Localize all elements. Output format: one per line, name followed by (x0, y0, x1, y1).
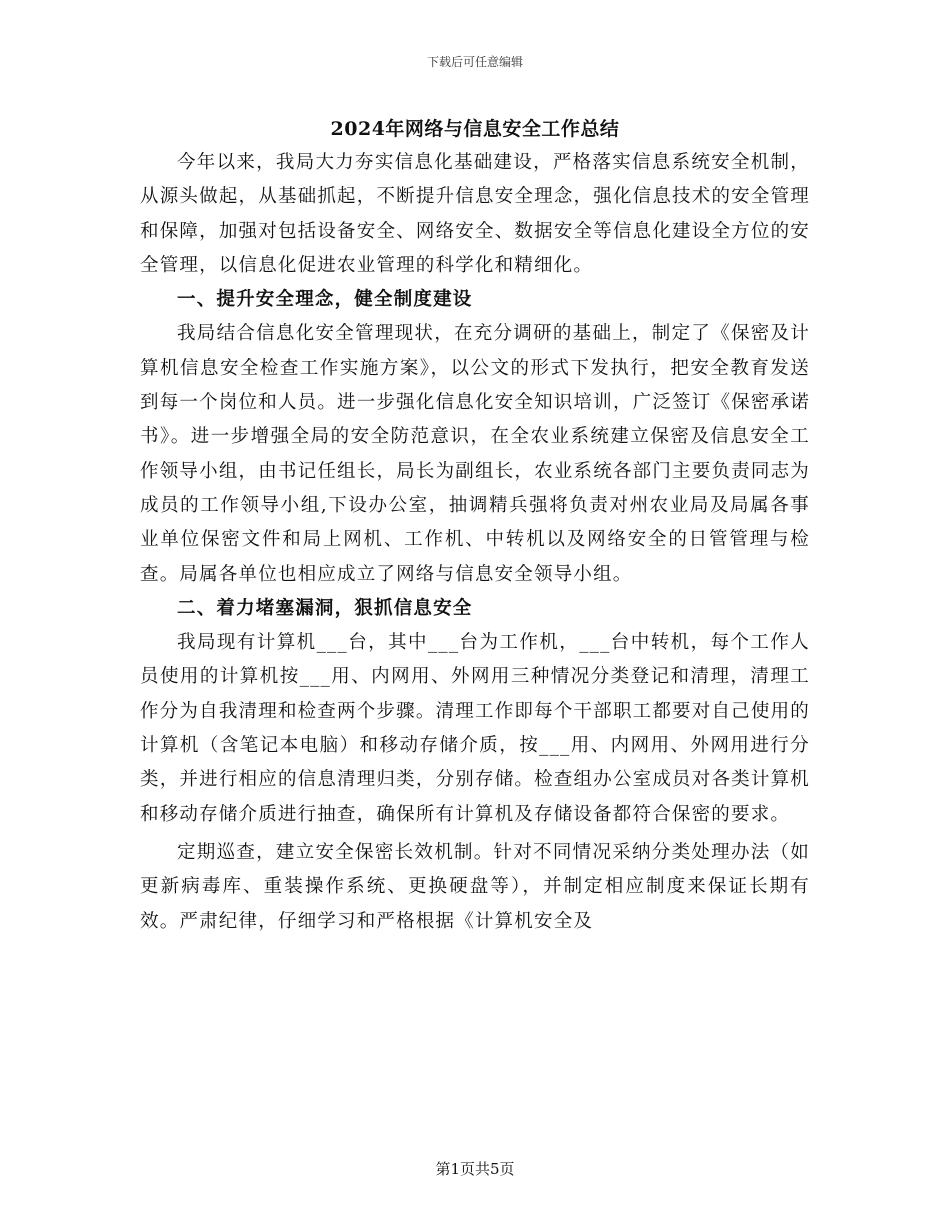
page-number: 第1页共5页 (435, 1160, 515, 1178)
document-title: 2024年网络与信息安全工作总结 (330, 118, 620, 140)
document-body (140, 146, 810, 939)
section-2-paragraph: 我局现有计算机___台，其中___台为工作机，___台中转机，每个工作人员使用的计算机按___用、内网用、外网用三种情况分类登记和清理，清理工作分为自我清理和检查两个步骤。清理工作即每个干部职工都要对自己使用的计算机（含笔记本电脑）和移动存储介质，按___用、内网用、外网用进行分类，并进行相应的信息清理归类，分别存储。检查组办公室成员对各类计算机和移动存储介质进行抽查，确保所有计算机及存储设备都符合保密的要求。 (140, 632, 810, 825)
section-heading-2: 二、着力堵塞漏洞，狠抓信息安全 (177, 597, 473, 619)
section-heading-1: 一、提升安全理念，健全制度建设 (177, 289, 473, 311)
section-1-paragraph: 我局结合信息化安全管理现状，在充分调研的基础上，制定了《保密及计算机信息安全检查工作实施方案》，以公文的形式下发执行，把安全教育发送到每一个岗位和人员。进一步强化信息化安全知识培训，广泛签订《保密承诺书》。进一步增强全局的安全防范意识，在全农业系统建立保密及信息安全工作领导小组，由书记任组长，局长为副组长，农业系统各部门主要负责同志为成员的工作领导小组,下设办公室，抽调精兵强将负责对州农业局及局属各事业单位保密文件和局上网机、工作机、中转机以及网络安全的日管管理与检查。局属各单位也相应成立了网络与信息安全领导小组。 (140, 323, 810, 585)
section-2-paragraph-2: 定期巡查，建立安全保密长效机制。针对不同情况采纳分类处理办法（如更新病毒库、重装操作系统、更换硬盘等），并制定相应制度来保证长期有效。严肃纪律，仔细学习和严格根据《计算机安全及 (140, 841, 810, 932)
page-header-note: 下载后可任意编辑 (426, 55, 523, 69)
intro-paragraph: 今年以来，我局大力夯实信息化基础建设，严格落实信息系统安全机制，从源头做起，从基础抓起，不断提升信息安全理念，强化信息技术的安全管理和保障，加强对包括设备安全、网络安全、数据安全等信息化建设全方位的安全管理，以信息化促进农业管理的科学化和精细化。 (140, 152, 810, 276)
